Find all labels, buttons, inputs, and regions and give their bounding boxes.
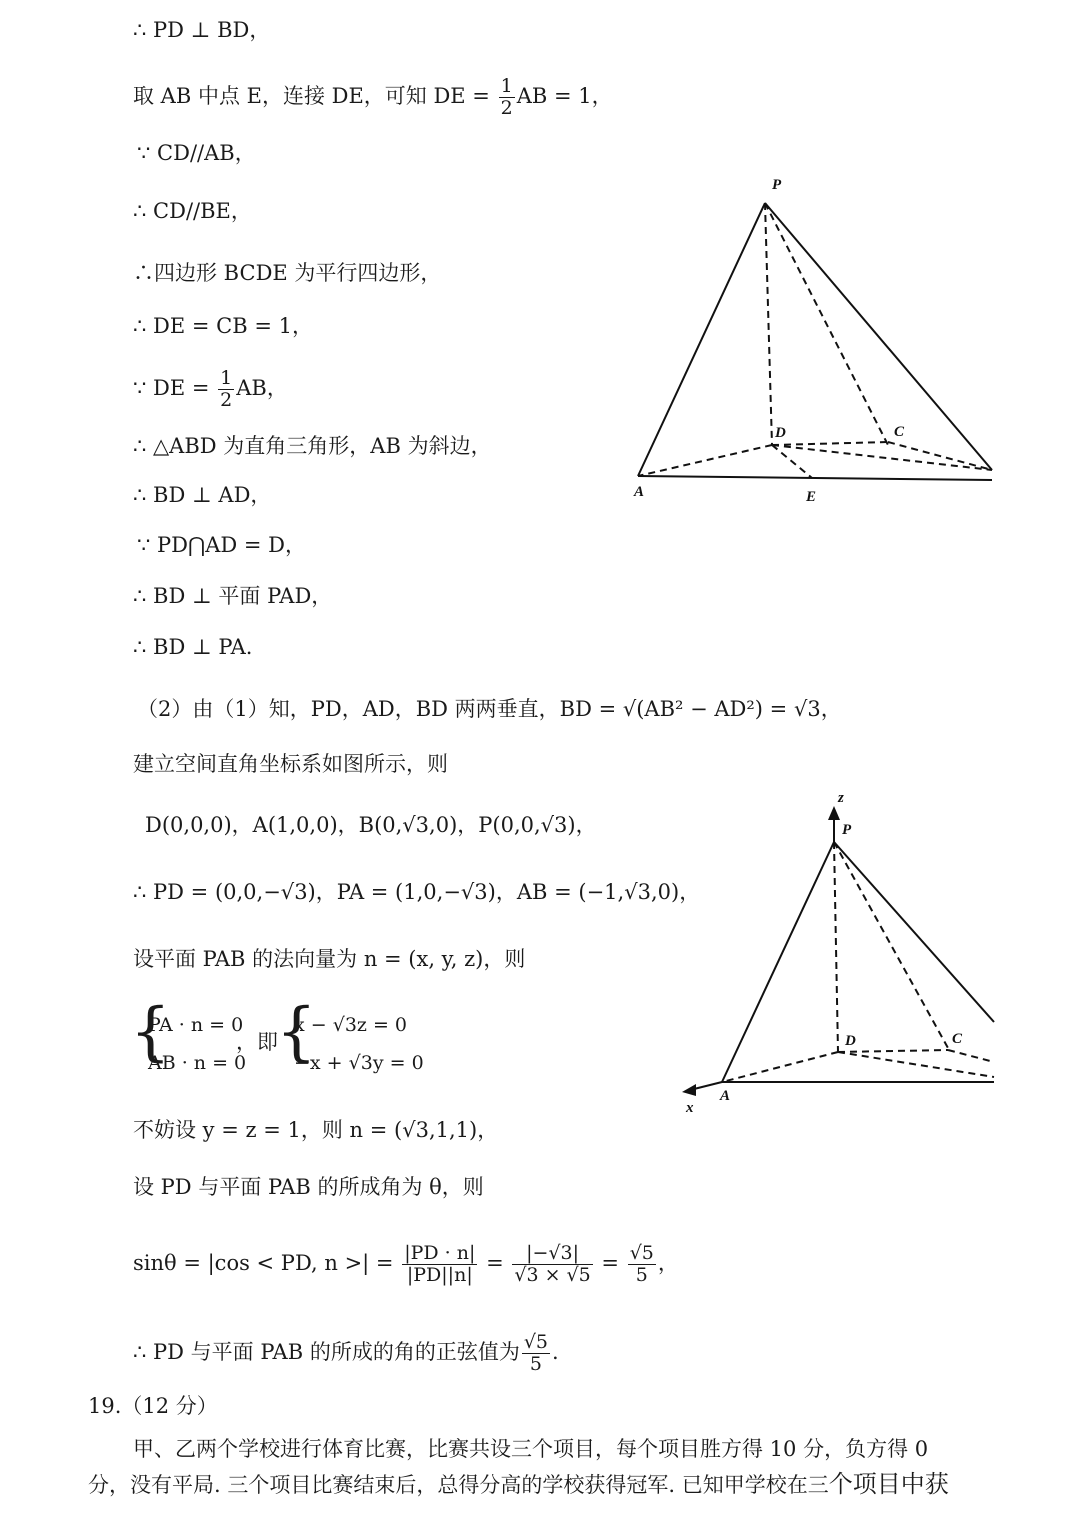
coordinate-figure (672, 790, 1002, 1120)
label-e: E (806, 489, 817, 505)
question-19-text-2-printed: 分，没有平局. 三个项目比赛结束后，总得分高的学校获得冠军. 已知甲学校在三 (88, 1473, 829, 1497)
sin-frac-1-den: |PD||n| (406, 1264, 473, 1286)
edge-db-2 (838, 1052, 994, 1077)
conclusion-num: √5 (523, 1331, 549, 1353)
label-p-2: P (842, 822, 852, 838)
question-19-text-2 (88, 1470, 949, 1499)
system-mid: ，即 (236, 1030, 278, 1054)
sin-frac-2 (512, 1243, 592, 1286)
fraction-denominator: 2 (220, 389, 233, 411)
line-midpoint-e-tail: AB = 1， (516, 84, 613, 108)
z-axis-arrow-icon (828, 806, 840, 820)
conclusion-den: 5 (529, 1353, 542, 1375)
left-brace: { (130, 995, 171, 1069)
system-left (148, 1006, 246, 1082)
fraction-numerator: 1 (220, 367, 233, 389)
line-pd-perp-bd: ∴ PD ⊥ BD， (133, 18, 271, 42)
pyramid-figure (620, 170, 1010, 515)
system-eq-4: −x + √3y = 0 (294, 1052, 424, 1074)
part2-setup: 建立空间直角坐标系如图所示，则 (133, 752, 448, 776)
part2-intro: （2）由（1）知，PD，AD，BD 两两垂直，BD = √(AB² − AD²) = √3， (137, 697, 842, 721)
sin-frac-3 (628, 1243, 656, 1286)
line-bd-perp-plane: ∴ BD ⊥ 平面 PAD， (133, 584, 333, 608)
edge-ab (638, 476, 992, 480)
edge-pb (765, 203, 992, 470)
label-d-2: D (845, 1033, 856, 1049)
conclusion-text: ∴ PD 与平面 PAB 的所成的角的正弦值为 (133, 1340, 520, 1364)
sin-frac-1-num: |PD · n| (404, 1242, 476, 1264)
line-pd-cap-ad: ∵ PD⋂AD = D， (137, 533, 307, 557)
sin-lhs: sinθ = |cos < PD, n >| = (133, 1251, 401, 1275)
part2-angle: 设 PD 与平面 PAB 的所成角为 θ，则 (133, 1175, 484, 1199)
line-cd-parallel-ab: ∵ CD//AB， (137, 141, 256, 165)
sin-frac-2-num: |−√3| (512, 1243, 592, 1265)
line-de-half-ab (133, 368, 288, 411)
part2-conclusion: ∴ PD 与平面 PAB 的所成的角的正弦值为 $\frac{√5}{5}$ . (133, 1331, 559, 1375)
line-bd-perp-ad: ∴ BD ⊥ AD， (133, 483, 272, 507)
edge-pa-2 (722, 842, 834, 1082)
label-d: D (775, 425, 786, 441)
sin-equation: sinθ = |cos < PD, n >| = $\frac{|PD \cdot n|}{|PD||n|}$ = $\frac{|-√3|}{√3 \times √5}$ = $\frac{√5}{5}$ ， (133, 1242, 679, 1286)
sin-frac-2-den: √3 × √5 (514, 1264, 591, 1286)
edge-cb-2 (948, 1050, 994, 1062)
system-eq-3: x − √3z = 0 (294, 1014, 408, 1036)
part2-coords: D(0,0,0)，A(1,0,0)，B(0,√3,0)，P(0,0,√3)， (145, 813, 597, 837)
label-a: A (634, 484, 645, 500)
edge-da-2 (722, 1052, 838, 1082)
label-c-2: C (952, 1031, 963, 1047)
part2-vectors: ∴ PD = (0,0,−√3)，PA = (1,0,−√3)，AB = (−1,√3,0)， (133, 880, 701, 904)
line-bd-perp-pa: ∴ BD ⊥ PA. (133, 635, 253, 659)
system-eq-1: PA · n = 0 (148, 1014, 244, 1036)
edge-pc-2 (834, 842, 948, 1048)
line-midpoint-e (133, 76, 613, 119)
part2-normal: 设平面 PAB 的法向量为 n = (x, y, z)，则 (133, 947, 526, 971)
sin-frac-3-den: 5 (635, 1264, 648, 1286)
question-19-text-1: 甲、乙两个学校进行体育比赛，比赛共设三个项目，每个项目胜方得 10 分，负方得 0 (133, 1437, 929, 1461)
label-a-2: A (720, 1088, 731, 1104)
line-de-half-ab-tail: AB， (236, 376, 288, 400)
edge-da (638, 445, 772, 476)
label-c: C (894, 424, 905, 440)
sin-frac-1 (402, 1243, 477, 1286)
fraction-denominator: 2 (500, 97, 513, 119)
label-x: x (686, 1100, 694, 1116)
part2-assume: 不妨设 y = z = 1，则 n = (√3,1,1)， (133, 1118, 499, 1142)
system-eq-2: AB · n = 0 (148, 1052, 247, 1074)
x-axis-arrow-icon (682, 1084, 696, 1096)
line-midpoint-e-text: 取 AB 中点 E，连接 DE，可知 DE = (133, 84, 497, 108)
edge-pb-2 (834, 842, 994, 1022)
handwritten-note: 个项目中获 (828, 1470, 949, 1498)
edge-de (772, 445, 812, 478)
edge-db (772, 445, 992, 470)
edge-pa (638, 203, 765, 476)
fraction-numerator: 1 (500, 75, 513, 97)
question-19-number: 19.（12 分） (88, 1394, 218, 1418)
edge-pd-2 (834, 842, 838, 1052)
line-right-triangle: ∴ △ABD 为直角三角形，AB 为斜边， (133, 434, 492, 458)
conclusion-frac (522, 1332, 550, 1375)
label-p: P (772, 177, 782, 193)
edge-pd (765, 203, 772, 445)
edge-dc (772, 442, 888, 445)
system-right (294, 1006, 424, 1082)
right-brace: { (276, 995, 317, 1069)
edge-dc-2 (838, 1050, 948, 1052)
fraction-one-half-2 (218, 368, 234, 411)
sin-frac-3-num: √5 (629, 1242, 654, 1264)
label-z: z (838, 790, 844, 806)
fraction-one-half (499, 76, 515, 119)
line-de-eq-cb: ∴ DE = CB = 1， (133, 314, 313, 338)
edge-pc (765, 203, 888, 445)
edge-cb (888, 442, 992, 470)
line-cd-parallel-be: ∴ CD//BE， (133, 199, 252, 223)
line-de-half-ab-text: ∵ DE = (133, 376, 217, 400)
line-parallelogram: ∴四边形 BCDE 为平行四边形， (133, 261, 442, 285)
